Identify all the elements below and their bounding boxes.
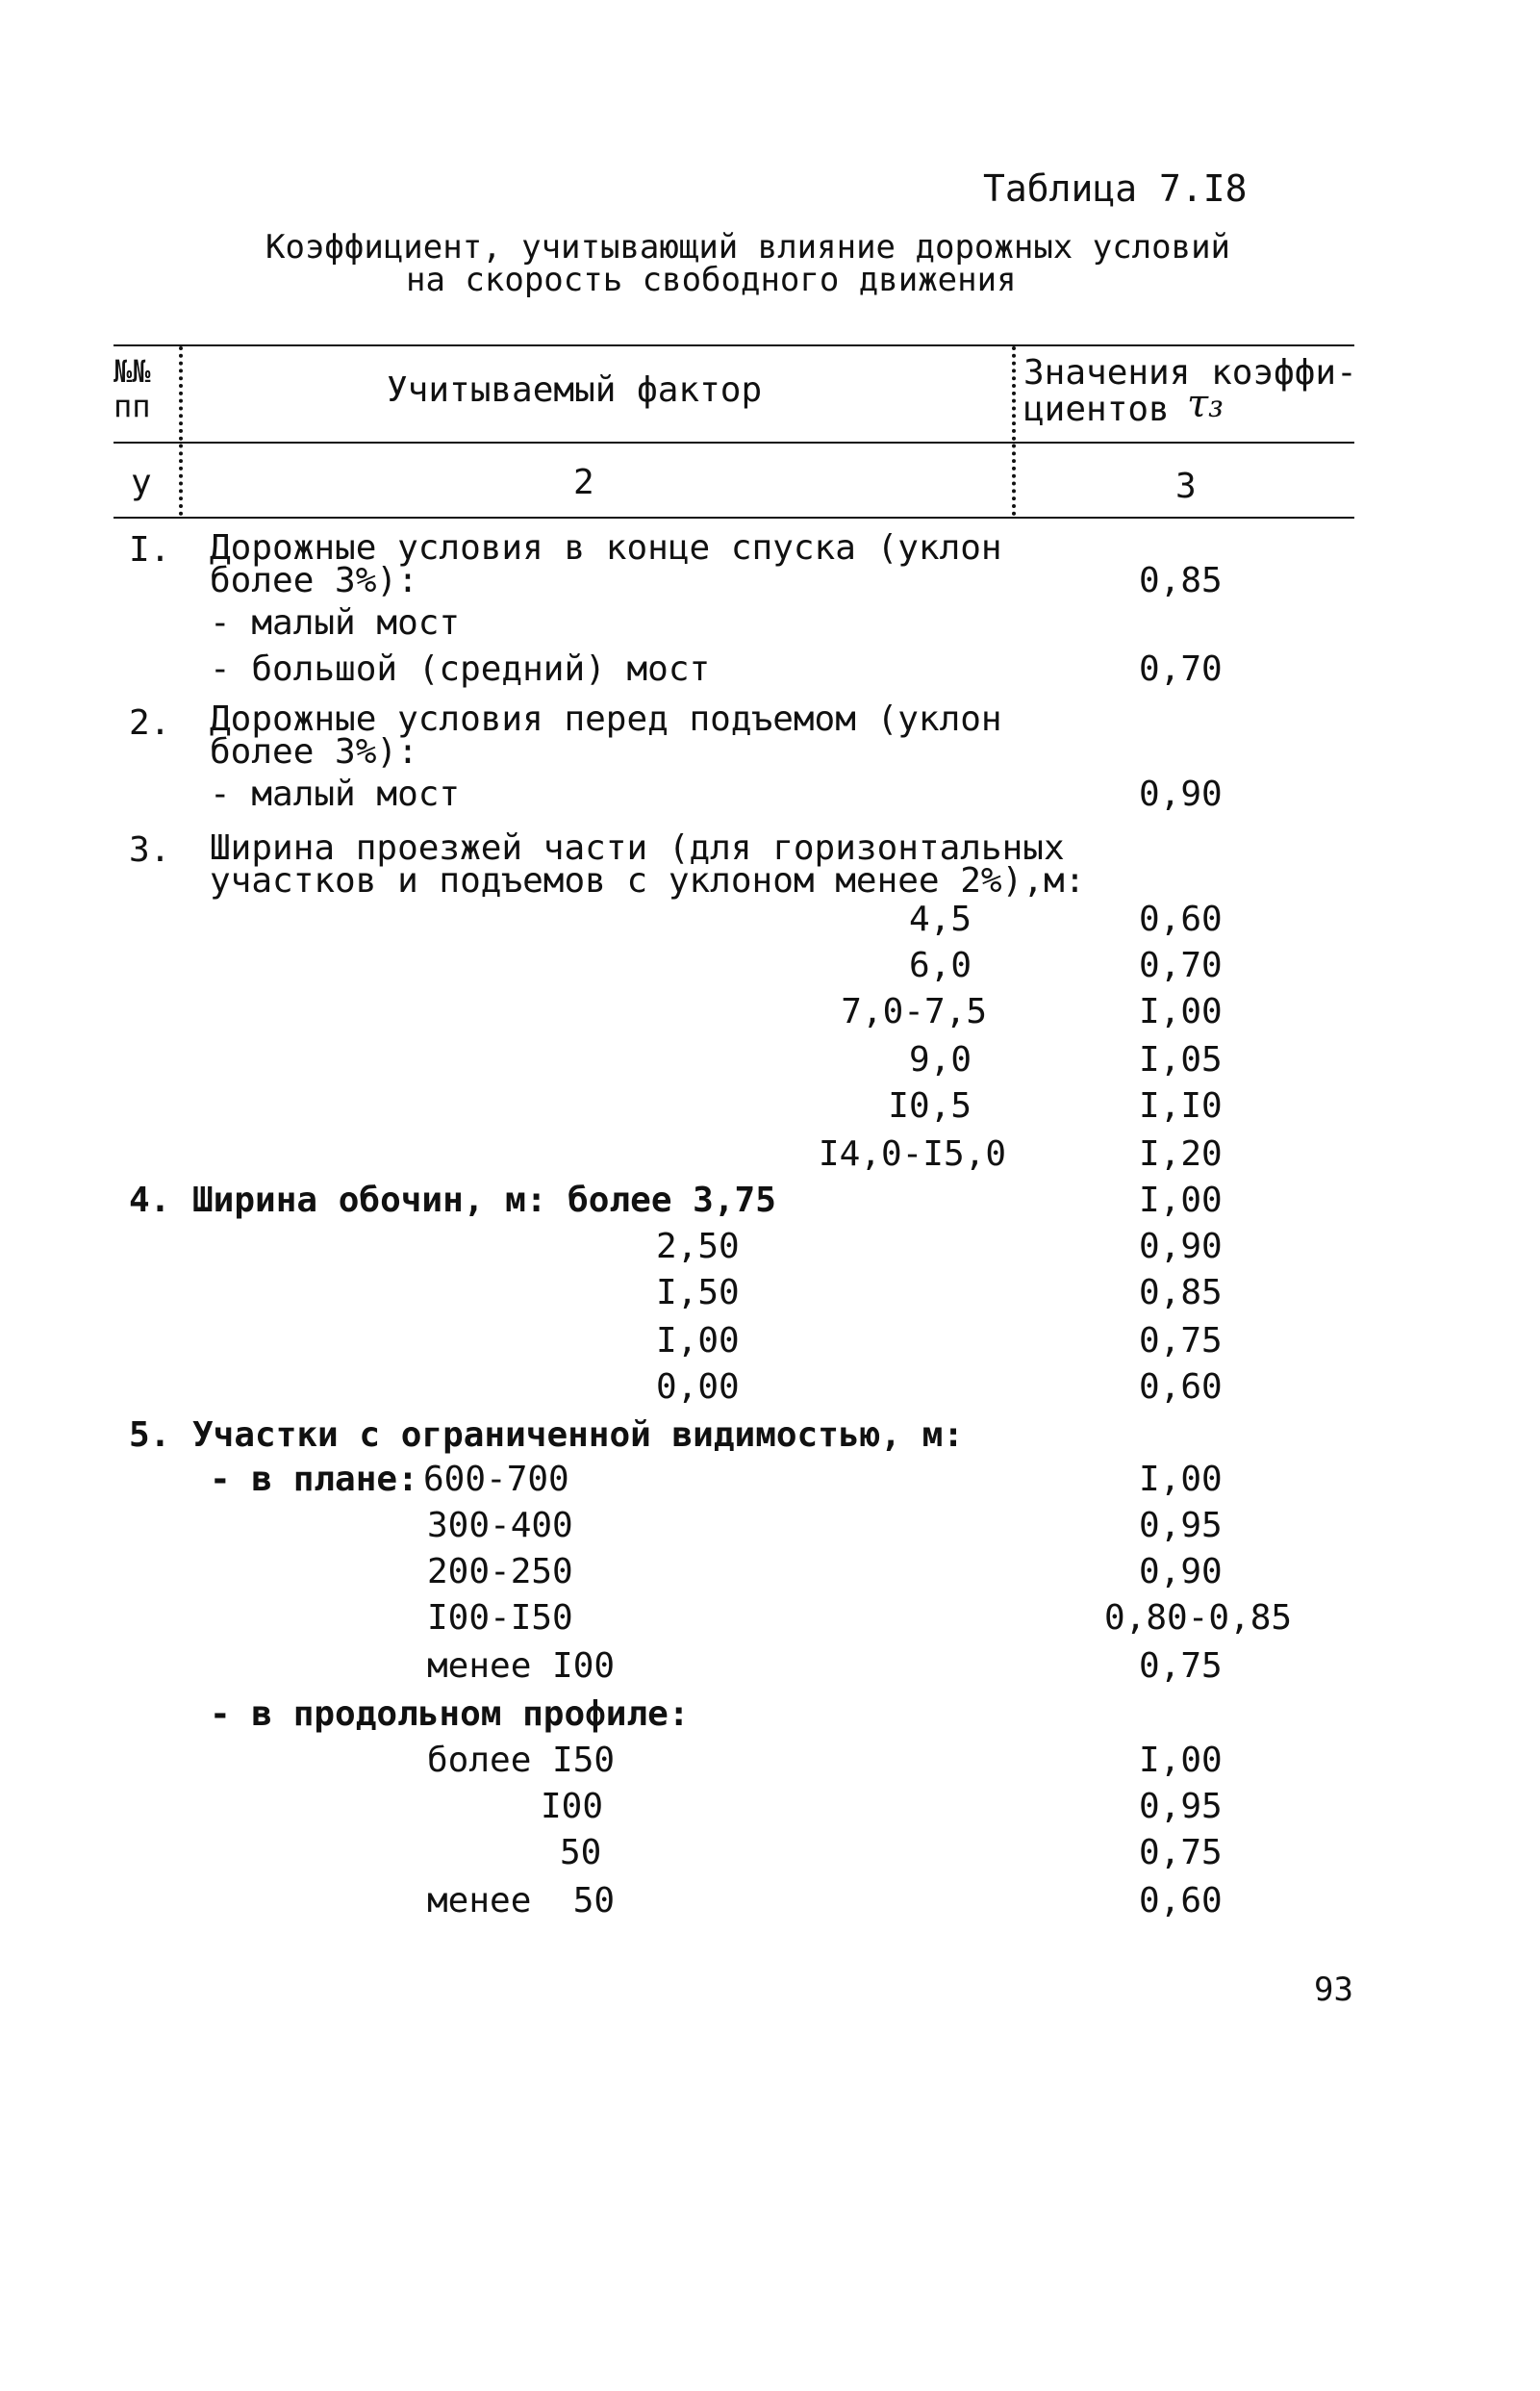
header-col3-line1: Значения коэффи-: [1023, 353, 1357, 393]
row-2-number: 2.: [129, 703, 171, 743]
row-1-sub-b-value: 0,70: [1139, 649, 1223, 689]
row-4-number: 4.: [129, 1181, 171, 1220]
table-top-rule: [114, 344, 1354, 346]
row-5-plan-coef: 0,95: [1139, 1506, 1223, 1545]
row-5-plan-coef: 0,75: [1139, 1646, 1223, 1686]
caption-line-2: на скорость свободного движения: [406, 261, 1017, 299]
row-5-profile-coef: 0,75: [1139, 1833, 1223, 1872]
row-1-text-2: более 3%):: [210, 561, 418, 600]
row-2-sub-a: - малый мост: [210, 775, 461, 814]
row-5-plan-label: - в плане:: [210, 1460, 418, 1499]
row-5-profile-distance: менее 50: [427, 1881, 616, 1920]
row-3-coef: I,05: [1139, 1040, 1223, 1080]
row-4-width: 2,50: [656, 1227, 740, 1266]
row-5-profile-coef: 0,95: [1139, 1787, 1223, 1826]
row-5-plan-coef: I,00: [1139, 1460, 1223, 1499]
row-3-text-2: участков и подъемов с уклоном менее 2%),м:: [210, 861, 1086, 901]
row-3-coef: I,00: [1139, 992, 1223, 1031]
row-3-number: 3.: [129, 830, 171, 870]
row-1-value: 0,85: [1139, 561, 1223, 600]
row-4-coef: 0,90: [1139, 1227, 1223, 1266]
row-4-width: 0,00: [656, 1367, 740, 1407]
row-3-coef: 0,70: [1139, 946, 1223, 985]
row-3-width: 6,0: [908, 946, 972, 985]
row-3-coef: I,20: [1139, 1134, 1223, 1174]
row-5-plan-coef: 0,80-0,85: [1104, 1598, 1293, 1638]
row-5-profile-distance: более I50: [427, 1741, 616, 1780]
row-3-width: 9,0: [908, 1040, 972, 1080]
header-col1-line2: пп: [114, 388, 151, 424]
row-3-width: I4,0-I5,0: [818, 1134, 1006, 1174]
row-5-profile-coef: 0,60: [1139, 1881, 1223, 1920]
row-3-coef: 0,60: [1139, 900, 1223, 939]
row-5-profile-label: - в продольном профиле:: [210, 1694, 690, 1734]
row-5-number: 5.: [129, 1415, 171, 1455]
row-1-number: I.: [129, 530, 171, 570]
row-5-plan-distance: менее I00: [427, 1646, 616, 1686]
table-number: Таблица 7.I8: [983, 167, 1248, 210]
row-5-plan-distance: I00-I50: [427, 1598, 573, 1638]
header-col1-line1: №№: [114, 353, 151, 390]
row-5-plan-coef: 0,90: [1139, 1552, 1223, 1591]
row-5-profile-distance: 50: [560, 1833, 602, 1872]
row-4-label: Ширина обочин, м: более 3,75: [192, 1181, 776, 1220]
tau-symbol: τ₃: [1187, 382, 1224, 426]
row-4-width: I,50: [656, 1273, 740, 1312]
row-3-width: I0,5: [888, 1086, 972, 1126]
header-col3-line2: циентов: [1023, 390, 1170, 429]
header-rule: [114, 442, 1354, 444]
row-4-coef: 0,85: [1139, 1273, 1223, 1312]
header-num-2: 2: [573, 463, 594, 502]
row-4-coef: 0,75: [1139, 1321, 1223, 1361]
row-5-plan-distance: 600-700: [423, 1460, 569, 1499]
row-5-plan-distance: 200-250: [427, 1552, 573, 1591]
row-3-text-1: Ширина проезжей части (для горизонтальных: [210, 828, 1065, 868]
row-5-label: Участки с ограниченной видимостью, м:: [192, 1415, 964, 1455]
column-divider-2: [1012, 346, 1016, 516]
header-num-3: 3: [1175, 467, 1197, 506]
row-3-width: 4,5: [908, 900, 972, 939]
row-2-text-1: Дорожные условия перед подъемом (уклон: [210, 699, 1002, 739]
row-5-plan-distance: 300-400: [427, 1506, 573, 1545]
row-4-width: I,00: [656, 1321, 740, 1361]
row-1-sub-b: - большой (средний) мост: [210, 649, 711, 689]
header-col2: Учитываемый фактор: [387, 370, 763, 410]
row-1-sub-a: - малый мост: [210, 603, 461, 643]
row-1-text-1: Дорожные условия в конце спуска (уклон: [210, 528, 1002, 568]
row-2-sub-a-value: 0,90: [1139, 775, 1223, 814]
row-2-text-2: более 3%):: [210, 732, 418, 772]
page-number: 93: [1314, 1971, 1353, 2009]
numbering-rule: [114, 517, 1354, 519]
row-4-coef: 0,60: [1139, 1367, 1223, 1407]
row-5-profile-distance: I00: [541, 1787, 604, 1826]
header-num-1: у: [131, 463, 152, 502]
column-divider-1: [179, 346, 183, 516]
row-3-width: 7,0-7,5: [841, 992, 987, 1031]
row-5-profile-coef: I,00: [1139, 1741, 1223, 1780]
caption-line-1: Коэффициент, учитывающий влияние дорожных условий: [265, 228, 1231, 267]
row-3-coef: I,I0: [1139, 1086, 1223, 1126]
row-4-value: I,00: [1139, 1181, 1223, 1220]
